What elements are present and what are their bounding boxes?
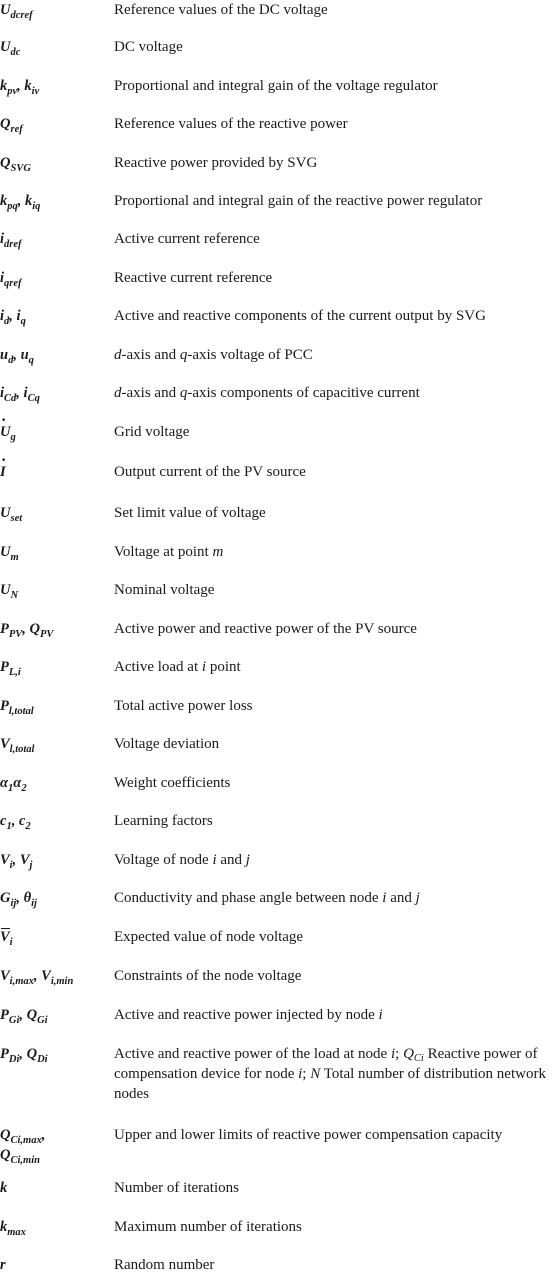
description-text: Learning factors — [114, 813, 213, 829]
symbol-subscript: Gi — [8, 1015, 20, 1026]
math-variable: i — [201, 659, 207, 675]
symbol-text: i — [0, 231, 5, 247]
description — [114, 1125, 554, 1145]
bar-accent-symbol: V — [0, 929, 10, 945]
symbol-subscript: pq — [7, 201, 18, 212]
symbol-subscript: d — [8, 355, 14, 366]
symbol — [0, 268, 110, 288]
symbol-subscript: PV — [40, 629, 54, 640]
description — [114, 229, 554, 249]
symbol-text: , Q — [19, 1046, 38, 1062]
description — [114, 542, 554, 562]
symbol-text: i — [0, 308, 5, 324]
symbol — [0, 462, 110, 482]
symbol-subscript: m — [10, 552, 19, 563]
symbol-text: U — [0, 505, 11, 521]
symbol-subscript: qref — [4, 278, 22, 289]
description — [114, 268, 554, 288]
description — [114, 1044, 554, 1104]
symbol — [0, 153, 110, 173]
symbol-text: , Q — [19, 1007, 38, 1023]
description — [114, 462, 554, 482]
symbol-text: Q — [0, 155, 11, 171]
symbol-text: , Q — [22, 621, 41, 637]
symbol-text: U — [0, 2, 11, 18]
description-text: Reactive power of compensation device for node — [114, 1046, 538, 1082]
symbol — [0, 888, 110, 908]
symbol-text: k — [0, 1180, 8, 1196]
description-text: Number of iterations — [114, 1180, 239, 1196]
symbol-text: , V — [12, 852, 30, 868]
symbol-subscript: dref — [4, 239, 22, 250]
symbol-subscript: max — [7, 1227, 26, 1238]
description-text: Voltage of node — [114, 852, 213, 868]
description — [114, 114, 554, 134]
symbol — [0, 734, 110, 754]
description — [114, 888, 554, 908]
symbol — [0, 383, 110, 403]
description-text: DC voltage — [114, 39, 183, 55]
description — [114, 345, 554, 365]
description-text: and — [216, 852, 246, 868]
symbol-text: , V — [33, 968, 51, 984]
symbol-subscript: 1 — [8, 783, 14, 794]
symbol-subscript: Ci,max — [10, 1135, 42, 1146]
description — [114, 37, 554, 57]
description-text: Conductivity and phase angle between node — [114, 890, 383, 906]
symbol-text: P — [0, 659, 9, 675]
symbol — [0, 657, 110, 677]
symbol-subscript: d — [4, 316, 10, 327]
symbol — [0, 542, 110, 562]
description-text: ; — [302, 1066, 311, 1082]
math-variable: i — [378, 1007, 383, 1023]
symbol-subscript: ij — [10, 898, 17, 909]
description — [114, 1217, 554, 1237]
symbol — [0, 1178, 110, 1198]
symbol — [0, 850, 110, 870]
symbol — [0, 696, 110, 716]
math-variable: i — [298, 1066, 303, 1082]
symbol-subscript: PV — [8, 629, 23, 640]
math-subscript: Ci — [413, 1053, 424, 1064]
description — [114, 966, 554, 986]
description — [114, 619, 554, 639]
symbol-text: Q — [0, 116, 11, 132]
symbol-text: i — [0, 270, 5, 286]
symbol-subscript: q — [28, 355, 34, 366]
description-text: Active and reactive power injected by node — [114, 1007, 379, 1023]
symbol-subscript: pv — [7, 86, 18, 97]
description-text: ; — [395, 1046, 404, 1062]
description-text: Reference values of the DC voltage — [114, 2, 328, 18]
symbol-text: α — [13, 775, 22, 791]
symbol-text: U — [0, 39, 11, 55]
description-text: Output current of the PV source — [114, 464, 306, 480]
description-text: Constraints of the node voltage — [114, 968, 302, 984]
description-text: Reactive current reference — [114, 270, 273, 286]
math-variable: q — [179, 385, 188, 401]
math-variable: j — [245, 852, 250, 868]
symbol-subscript: i,min — [50, 976, 74, 987]
symbol-subscript: i,max — [9, 976, 34, 987]
symbol-text: i — [0, 385, 5, 401]
description-text: Active power and reactive power of the PV source — [114, 621, 417, 637]
description-text: Expected value of node voltage — [114, 929, 304, 945]
symbol-text: V — [0, 736, 10, 752]
symbol-text: , i — [9, 308, 21, 324]
description-text: Set limit value of voltage — [114, 505, 266, 521]
description-text: Total active power loss — [114, 698, 253, 714]
description — [114, 734, 554, 754]
symbol — [0, 503, 110, 523]
symbol — [0, 966, 110, 986]
symbol-subscript: dc — [10, 47, 21, 58]
symbol — [0, 580, 110, 600]
symbol-text: , — [41, 1127, 46, 1143]
description-text: -axis voltage of PCC — [187, 347, 313, 363]
description — [114, 1005, 554, 1025]
description-text: Nominal voltage — [114, 582, 215, 598]
description — [114, 306, 554, 326]
symbol-subscript: Cq — [27, 393, 40, 404]
math-variable: j — [415, 890, 420, 906]
symbol-text: P — [0, 1007, 9, 1023]
description — [114, 657, 554, 677]
dot-accent-symbol: · U — [0, 422, 10, 442]
symbol-subscript: q — [20, 316, 26, 327]
symbol-subscript: ij — [31, 898, 37, 909]
description-text: Reference values of the reactive power — [114, 116, 348, 132]
symbol-text: V — [0, 852, 10, 868]
symbol-subscript: i — [9, 937, 13, 948]
symbol-subscript: i — [9, 860, 13, 871]
symbol-text: G — [0, 890, 11, 906]
symbol — [0, 1005, 110, 1025]
symbol — [0, 422, 110, 442]
description-text: Active and reactive components of the current output by SVG — [114, 308, 486, 324]
symbol-text: U — [0, 544, 11, 560]
symbol-text: , u — [13, 347, 29, 363]
symbol-subscript: L,i — [8, 667, 21, 678]
math-variable: d — [114, 347, 122, 363]
description — [114, 191, 554, 211]
symbol-text: , k — [17, 193, 33, 209]
symbol — [0, 37, 110, 57]
symbol-subscript: SVG — [10, 163, 31, 174]
symbol — [0, 306, 110, 326]
symbol — [0, 191, 110, 211]
symbol-subscript: Cd — [4, 393, 17, 404]
symbol — [0, 76, 110, 96]
description — [114, 1255, 554, 1275]
math-variable: i — [382, 890, 387, 906]
math-variable: N — [310, 1066, 321, 1082]
description — [114, 773, 554, 793]
symbol-text: P — [0, 621, 9, 637]
symbol-subscript: l,total — [8, 706, 34, 717]
dot-accent-symbol: · I — [0, 462, 6, 482]
description — [114, 383, 554, 403]
description-text: Active and reactive power of the load at node — [114, 1046, 391, 1062]
symbol — [0, 927, 110, 947]
description — [114, 696, 554, 716]
description — [114, 422, 554, 442]
symbol-text: k — [0, 1219, 8, 1235]
symbol-text: P — [0, 698, 9, 714]
symbol-subscript: Di — [37, 1054, 48, 1065]
symbol-subscript: 2 — [21, 783, 27, 794]
symbol — [0, 114, 110, 134]
symbol-subscript: l,total — [9, 744, 35, 755]
description-text: Active load at — [114, 659, 202, 675]
symbol — [0, 1255, 110, 1275]
description — [114, 503, 554, 523]
description-text: -axis and — [121, 347, 180, 363]
description-text: Reactive power provided by SVG — [114, 155, 318, 171]
symbol-subscript: N — [10, 590, 19, 601]
symbol-subscript: set — [10, 513, 23, 524]
symbol-subscript: iq — [32, 201, 41, 212]
symbol — [0, 1044, 110, 1064]
symbol-subscript: j — [29, 860, 33, 871]
symbol-subscript: 2 — [25, 821, 31, 832]
description-text: Upper and lower limits of reactive power compensation capacity — [114, 1127, 503, 1143]
symbol-text: k — [0, 78, 8, 94]
symbol — [0, 1217, 110, 1237]
symbol-text: , k — [17, 78, 32, 94]
description-text: Voltage at point — [114, 544, 213, 560]
symbol-text: u — [0, 347, 9, 363]
description — [114, 850, 554, 870]
description — [114, 811, 554, 831]
description-text: Active current reference — [114, 231, 260, 247]
description-text: -axis components of capacitive current — [187, 385, 420, 401]
symbol-text: Q — [0, 1127, 11, 1143]
symbol-text: P — [0, 1046, 9, 1062]
symbol-text: , θ — [16, 890, 32, 906]
description-text: and — [386, 890, 416, 906]
math-variable: q — [179, 347, 188, 363]
math-variable: i — [212, 852, 217, 868]
symbol — [0, 229, 110, 249]
description-text: Weight coefficients — [114, 775, 231, 791]
symbol-text: α — [0, 775, 9, 791]
math-variable: m — [212, 544, 224, 560]
symbol — [0, 0, 110, 20]
symbol-text: U — [0, 582, 11, 598]
symbol-subscript: iv — [31, 86, 40, 97]
symbol — [0, 773, 110, 793]
symbol-text: , i — [16, 385, 28, 401]
symbol-text: V — [0, 968, 10, 984]
description — [114, 76, 554, 96]
symbol-text: , c — [11, 813, 26, 829]
symbol-subscript: ref — [10, 124, 23, 135]
symbol-text: Q — [0, 1147, 11, 1163]
description-text: -axis and — [121, 385, 180, 401]
symbol — [0, 345, 110, 365]
description-text: Voltage deviation — [114, 736, 220, 752]
symbol-subscript: g — [10, 432, 16, 443]
description — [114, 927, 554, 947]
description — [114, 0, 554, 20]
description-text: Random number — [114, 1257, 215, 1273]
description-text: Maximum number of iterations — [114, 1219, 302, 1235]
description-text: Total number of distribution network nodes — [114, 1066, 546, 1102]
symbol-subscript: Ci,min — [10, 1155, 40, 1166]
symbol — [0, 619, 110, 639]
description — [114, 153, 554, 173]
symbol — [0, 1125, 110, 1165]
symbol-text: r — [0, 1257, 6, 1273]
description-text: point — [206, 659, 241, 675]
symbol-subscript: Di — [8, 1054, 20, 1065]
math-variable: i — [390, 1046, 396, 1062]
description — [114, 580, 554, 600]
symbol-subscript: Gi — [37, 1015, 48, 1026]
symbol-subscript: dcref — [10, 10, 33, 21]
description-text: Proportional and integral gain of the voltage regulator — [114, 78, 438, 94]
math-variable: Q — [403, 1046, 414, 1062]
description-text: Proportional and integral gain of the reactive power regulator — [114, 193, 483, 209]
symbol-text: k — [0, 193, 8, 209]
symbol — [0, 811, 110, 831]
math-variable: d — [114, 385, 122, 401]
description-text: Grid voltage — [114, 424, 190, 440]
symbol-subscript: 1 — [6, 821, 12, 832]
symbol-text: c — [0, 813, 7, 829]
description — [114, 1178, 554, 1198]
